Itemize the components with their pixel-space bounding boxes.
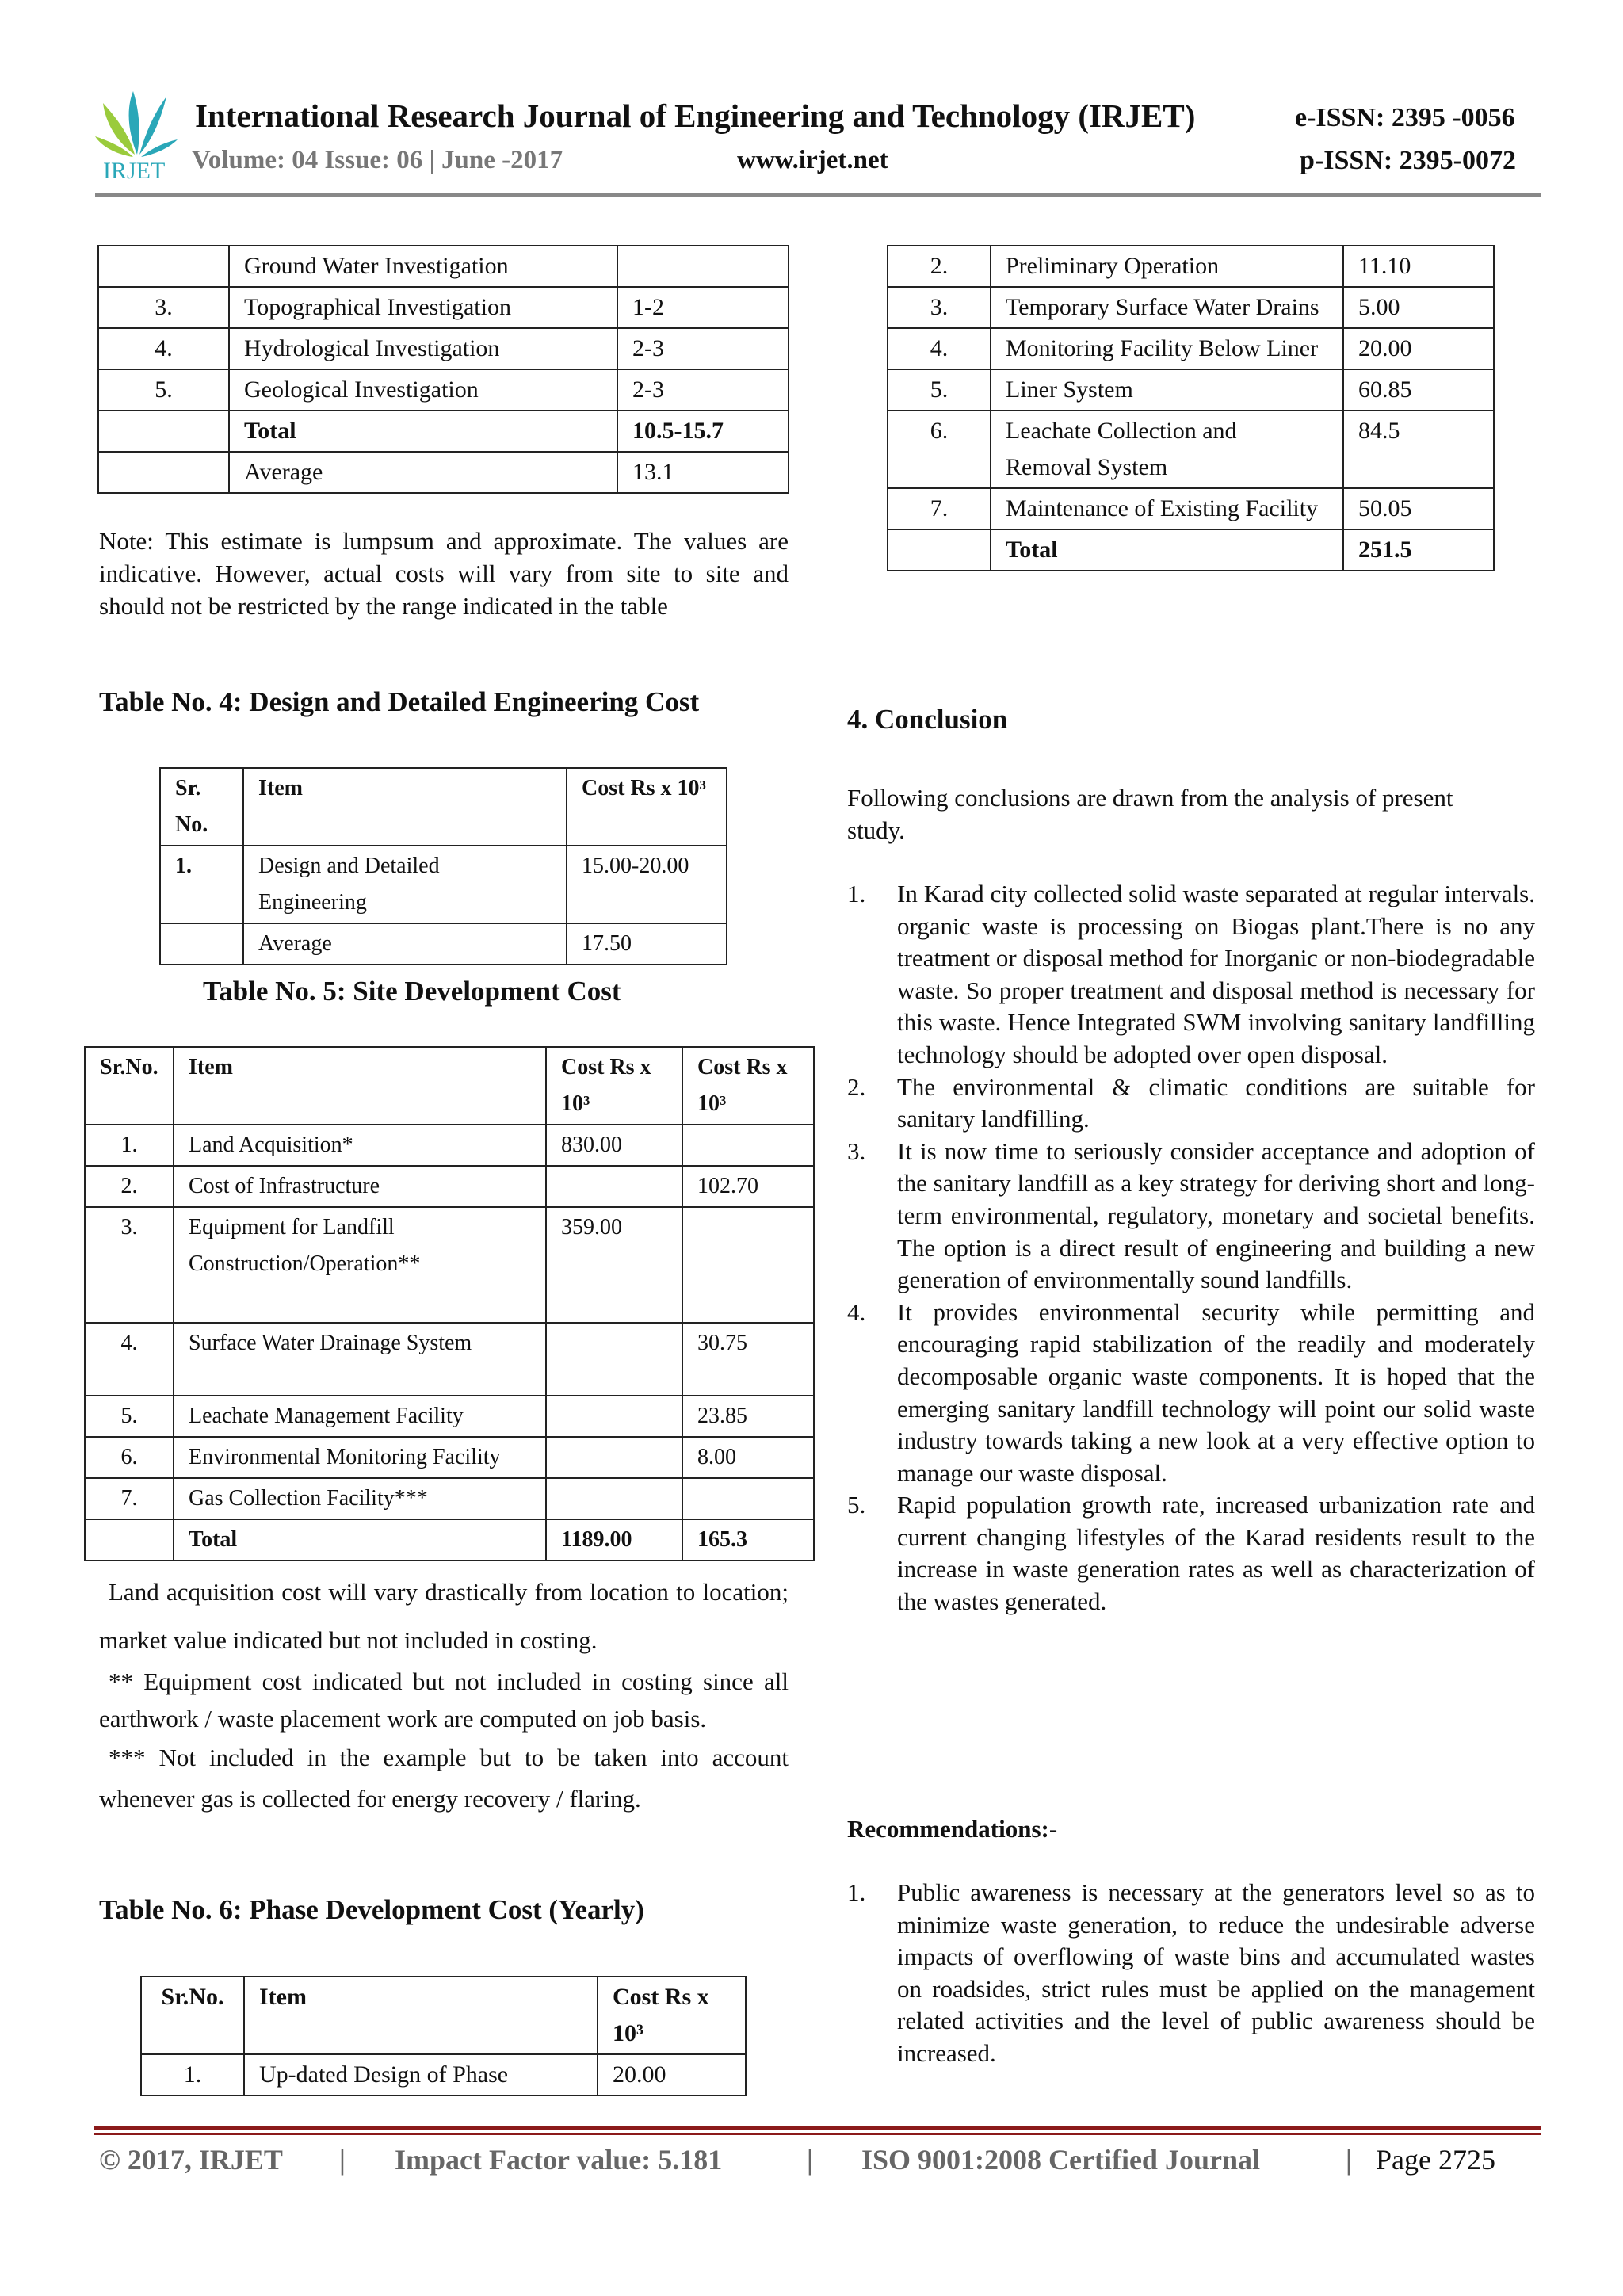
cell: Liner System (991, 369, 1343, 411)
conclusion-intro: Following conclusions are drawn from the analysis of present study. (847, 784, 1453, 844)
cell: 15.00-20.00 (567, 846, 727, 923)
table-row (888, 411, 1494, 488)
cell (546, 1478, 682, 1519)
item-number: 1. (847, 1878, 866, 1906)
table5-title: Table No. 5: Site Development Cost (203, 976, 621, 1007)
item-text: In Karad city collected solid waste separated at regular intervals. organic waste is processing on Biogas plant.There is no any treatment or disposal method for Inorganic or non-biodegradable waste. So proper treatment and disposal method is necessary for this waste. Hence Integrated SWM involving sanitary landfilling technology should be adopted over open disposal. (897, 880, 1535, 1068)
table-row (85, 1323, 814, 1396)
table-row (85, 1166, 814, 1207)
table-row (98, 246, 789, 287)
item-text: It provides environmental security while permitting and encouraging rapid stabilization of the readily and moderately decomposable organic waste components. It is hoped that the emerging sanitary landfill technology will point our solid waste industry towards taking a new look at a very effective option to manage our waste disposal. (897, 1297, 1535, 1487)
cell: 4. (888, 328, 991, 369)
cell (98, 246, 229, 287)
header-cell: Cost Rs x 10³ (598, 1977, 746, 2054)
cell: 20.00 (1343, 328, 1494, 369)
table6 (140, 1976, 747, 2096)
table-header-row (160, 768, 727, 846)
item-text: Rapid population growth rate, increased urbanization rate and current changing lifestyles of the Karad residents result to the increase in waste generation rates as well as characterization of the wastes generated. (897, 1491, 1535, 1616)
cell: Geological Investigation (229, 369, 617, 411)
table-row (98, 369, 789, 411)
table-header-row (85, 1047, 814, 1125)
header-cell: Item (244, 1977, 598, 2054)
table-row (85, 1207, 814, 1323)
cell: 7. (888, 488, 991, 529)
table-row (85, 1396, 814, 1437)
cell: 13.1 (617, 452, 789, 493)
table5 (84, 1046, 815, 1561)
website-link[interactable]: www.irjet.net (737, 146, 888, 174)
item-text: It is now time to seriously consider acceptance and adoption of the sanitary landfill as a key strategy for deriving short and long-term environmental, regulatory, monetary and societal benefits. The option is a direct result of engineering and building a new generation of environmentally sound landfills. (897, 1137, 1535, 1294)
cell: 20.00 (598, 2054, 746, 2095)
cell: Surface Water Drainage System (174, 1323, 546, 1396)
logo-text: IRJET (103, 158, 166, 184)
cell (85, 1519, 174, 1561)
cell (682, 1207, 814, 1323)
cell (98, 452, 229, 493)
cell: 1-2 (617, 287, 789, 328)
footer-sep: | (1346, 2144, 1352, 2176)
header-cell: Cost Rs x 10³ (682, 1047, 814, 1125)
cell: 6. (85, 1437, 174, 1478)
footnote-equipment: ** Equipment cost indicated but not included in costing since all earthwork / waste placement work are computed on job basis. (99, 1668, 789, 1733)
recommendations-heading: Recommendations:- (847, 1815, 1058, 1843)
conclusion-list (847, 878, 1535, 1618)
cell: 3. (85, 1207, 174, 1323)
header-cell: Cost Rs x 10³ (546, 1047, 682, 1125)
list-item (847, 1297, 1535, 1490)
item-number: 5. (847, 1491, 866, 1519)
header-divider (95, 193, 1541, 197)
table-row (888, 488, 1494, 529)
cell: 3. (98, 287, 229, 328)
recommendations-list (847, 1877, 1535, 2070)
cell: Topographical Investigation (229, 287, 617, 328)
list-item (847, 1877, 1535, 2070)
cell: 4. (98, 328, 229, 369)
item-text: Public awareness is necessary at the generators level so as to minimize waste generation, to reduce the undesirable adverse impacts of overflowing of waste bins and accumulated wastes on roadsides, strict rules must be applied on the management related activities and the level of public awareness should be increased. (897, 1878, 1535, 2067)
cell: 830.00 (546, 1125, 682, 1166)
cell: 2-3 (617, 328, 789, 369)
footer-iso: ISO 9001:2008 Certified Journal (861, 2144, 1260, 2176)
table-row (888, 328, 1494, 369)
cell: 359.00 (546, 1207, 682, 1323)
cell: 50.05 (1343, 488, 1494, 529)
cell: 1. (85, 1125, 174, 1166)
cell: 2-3 (617, 369, 789, 411)
cell: Leachate Collection and Removal System (991, 411, 1343, 488)
cell: 6. (888, 411, 991, 488)
cell (98, 411, 229, 452)
table5-footnotes (99, 1568, 789, 1820)
cell: 5. (98, 369, 229, 411)
cell: Gas Collection Facility*** (174, 1478, 546, 1519)
footer-divider (94, 2126, 1541, 2130)
cell: 5.00 (1343, 287, 1494, 328)
table-row (888, 529, 1494, 571)
cell: 10.5-15.7 (617, 411, 789, 452)
cell (682, 1125, 814, 1166)
cell: Preliminary Operation (991, 246, 1343, 287)
cell: 1. (141, 2054, 244, 2095)
journal-title: International Research Journal of Engineering and Technology (IRJET) (195, 97, 1196, 134)
table-row (98, 411, 789, 452)
table-row (888, 369, 1494, 411)
cell (546, 1323, 682, 1396)
cell: 2. (85, 1166, 174, 1207)
cell: 2. (888, 246, 991, 287)
cell: 30.75 (682, 1323, 814, 1396)
footer-sep: | (339, 2144, 346, 2176)
item-number: 2. (847, 1072, 866, 1101)
cell: 4. (85, 1323, 174, 1396)
cell: 5. (888, 369, 991, 411)
cell: Up-dated Design of Phase (244, 2054, 598, 2095)
cell: 8.00 (682, 1437, 814, 1478)
footer-copyright: © 2017, IRJET (99, 2144, 283, 2176)
p-issn: p-ISSN: 2395-0072 (1300, 146, 1516, 175)
cell (888, 529, 991, 571)
table-row (98, 287, 789, 328)
table-row (98, 328, 789, 369)
cell: Maintenance of Existing Facility (991, 488, 1343, 529)
cell: 102.70 (682, 1166, 814, 1207)
cell: Design and Detailed Engineering (243, 846, 567, 923)
table-row (141, 2054, 746, 2095)
e-issn: e-ISSN: 2395 -0056 (1295, 103, 1515, 132)
cell: Total (174, 1519, 546, 1561)
cell: 1. (160, 846, 243, 923)
item-text: The environmental & climatic conditions are suitable for sanitary landfilling. (897, 1072, 1535, 1133)
list-item (847, 1136, 1535, 1297)
table-row (85, 1437, 814, 1478)
footer-impact: Impact Factor value: 5.181 (395, 2144, 723, 2176)
header-cell: Sr.No. (85, 1047, 174, 1125)
header-cell: Item (174, 1047, 546, 1125)
cell (160, 923, 243, 965)
table-row (85, 1478, 814, 1519)
cell: 251.5 (1343, 529, 1494, 571)
cell: Ground Water Investigation (229, 246, 617, 287)
table6-continued (887, 245, 1495, 571)
cell: Environmental Monitoring Facility (174, 1437, 546, 1478)
footer-divider (94, 2133, 1541, 2135)
header-cell: Sr.No. (141, 1977, 244, 2054)
cell (617, 246, 789, 287)
table-row (160, 846, 727, 923)
table4 (159, 767, 727, 965)
list-item (847, 878, 1535, 1072)
cell (546, 1396, 682, 1437)
table4-title: Table No. 4: Design and Detailed Engineering Cost (99, 686, 700, 717)
irjet-logo (94, 87, 181, 182)
conclusion-heading: 4. Conclusion (847, 704, 1008, 735)
cell: 23.85 (682, 1396, 814, 1437)
cell: Temporary Surface Water Drains (991, 287, 1343, 328)
cell: 1189.00 (546, 1519, 682, 1561)
estimate-note: Note: This estimate is lumpsum and approximate. The values are indicative. However, actual costs will vary from site to site and should not be restricted by the range indicated in the table (99, 527, 789, 620)
cell: Total (991, 529, 1343, 571)
footnote-gas: *** Not included in the example but to be taken into account whenever gas is collected for energy recovery / flaring. (99, 1744, 789, 1813)
table6-title: Table No. 6: Phase Development Cost (Yearly) (99, 1894, 644, 1925)
table-row (160, 923, 727, 965)
list-item (847, 1489, 1535, 1618)
cell: Land Acquisition* (174, 1125, 546, 1166)
table-row (888, 287, 1494, 328)
cell: 3. (888, 287, 991, 328)
footer-sep: | (807, 2144, 813, 2176)
cell: Average (229, 452, 617, 493)
cell: Cost of Infrastructure (174, 1166, 546, 1207)
cell (546, 1166, 682, 1207)
table-row (85, 1125, 814, 1166)
header-cell: Cost Rs x 10³ (567, 768, 727, 846)
cell: Leachate Management Facility (174, 1396, 546, 1437)
item-number: 3. (847, 1137, 866, 1165)
cell: 165.3 (682, 1519, 814, 1561)
footer-page: Page 2725 (1376, 2144, 1495, 2176)
table-header-row (141, 1977, 746, 2054)
cell (546, 1437, 682, 1478)
footnote-land: Land acquisition cost will vary drastically from location to location; market value indicated but not included in costing. (99, 1578, 789, 1654)
cell: 7. (85, 1478, 174, 1519)
cell: Monitoring Facility Below Liner (991, 328, 1343, 369)
cell: 17.50 (567, 923, 727, 965)
header-cell: Item (243, 768, 567, 846)
item-number: 1. (847, 880, 866, 907)
cell: 11.10 (1343, 246, 1494, 287)
table-row (98, 452, 789, 493)
cell: Total (229, 411, 617, 452)
header-cell: Sr. No. (160, 768, 243, 846)
table-continued-investigation (97, 245, 789, 494)
cell: Average (243, 923, 567, 965)
table-row (85, 1519, 814, 1561)
item-number: 4. (847, 1297, 866, 1326)
cell: Equipment for Landfill Construction/Operation** (174, 1207, 546, 1323)
table-row (888, 246, 1494, 287)
cell: 5. (85, 1396, 174, 1437)
cell (682, 1478, 814, 1519)
cell: Hydrological Investigation (229, 328, 617, 369)
cell: 60.85 (1343, 369, 1494, 411)
list-item (847, 1072, 1535, 1136)
cell: 84.5 (1343, 411, 1494, 488)
volume-info: Volume: 04 Issue: 06 | June -2017 (192, 146, 563, 174)
